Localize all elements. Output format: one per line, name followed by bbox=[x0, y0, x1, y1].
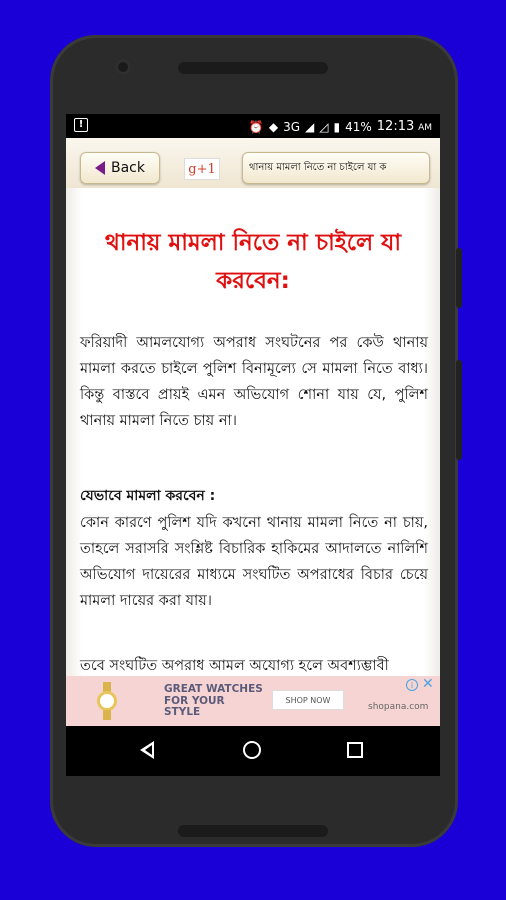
system-nav-bar bbox=[66, 726, 440, 776]
battery-icon: ▮ bbox=[333, 120, 341, 134]
power-button bbox=[456, 248, 462, 308]
article-content[interactable] bbox=[66, 188, 440, 676]
ad-brand: shopana.com bbox=[368, 702, 429, 712]
wifi-icon: ◆ bbox=[268, 120, 279, 134]
signal-icon-2: ◿ bbox=[319, 120, 329, 134]
back-label: Back bbox=[111, 160, 145, 176]
article-subheading: যেভাবে মামলা করবেন : bbox=[80, 488, 216, 504]
back-button[interactable] bbox=[80, 152, 160, 184]
screen bbox=[66, 114, 440, 776]
clock-time: 12:13 bbox=[376, 119, 415, 134]
ad-banner[interactable] bbox=[66, 676, 440, 726]
nav-back-icon-inner bbox=[145, 745, 152, 755]
article-paragraph-1: ফরিয়াদী আমলযোগ্য অপরাধ সংঘটনের পর কেউ থানায় মামলা করতে চাইলে পুলিশ বিনামূল্যে সে মামলা নিতে বাধ্য। কিন্তু বাস্তবে প্রায়ই এমন অভিযোগ শোনা যায় যে, পুলিশ থানায় মামলা নিতে চায় না। bbox=[80, 335, 428, 429]
ad-headline-line1: GREAT WATCHES bbox=[164, 683, 263, 695]
front-camera bbox=[115, 59, 131, 75]
battery-level: 41% bbox=[345, 120, 372, 134]
status-bar bbox=[66, 114, 440, 138]
title-button[interactable]: থানায় মামলা নিতে না চাইলে যা ক bbox=[242, 152, 430, 184]
alarm-icon: ⏰ bbox=[248, 120, 264, 134]
ad-close-icon[interactable]: ✕ bbox=[422, 676, 434, 692]
ad-info-icon[interactable]: i bbox=[406, 679, 418, 691]
volume-button bbox=[456, 360, 462, 460]
toolbar bbox=[66, 138, 440, 188]
google-plus-button[interactable]: g+1 bbox=[184, 158, 220, 180]
signal-icon: ◢ bbox=[305, 120, 315, 134]
ad-headline-line3: STYLE bbox=[164, 706, 201, 718]
article-heading: থানায় মামলা নিতে না চাইলে যা করবেন: bbox=[104, 230, 402, 294]
watch-image bbox=[94, 682, 120, 720]
article-paragraph-3: তবে সংঘটিত অপরাধ আমল অযোগ্য হলে অবশ্যম্ভাবী bbox=[80, 658, 389, 674]
clock bbox=[377, 118, 432, 136]
bottom-speaker bbox=[178, 825, 328, 837]
status-right bbox=[249, 118, 432, 136]
earpiece-speaker bbox=[178, 62, 328, 74]
clock-ampm: AM bbox=[418, 123, 432, 133]
ad-headline-line2: FOR YOUR bbox=[164, 694, 225, 707]
article-paragraph-2: কোন কারণে পুলিশ যদি কখনো থানায় মামলা নিতে না চায়, তাহলে সরাসরি সংশ্লিষ্ট বিচারিক হাকিমের আদালতে নালিশি অভিযোগ দায়েরের মাধ্যমে সংঘটিত অপরাধের বিচার চেয়ে মামলা দায়ের করা যায়। bbox=[80, 515, 428, 609]
back-arrow-icon bbox=[95, 161, 105, 175]
signal-label: 3G bbox=[283, 120, 301, 134]
ad-shop-now-button[interactable]: SHOP NOW bbox=[272, 690, 344, 710]
notification-icon: ! bbox=[74, 118, 88, 132]
ad-headline bbox=[164, 684, 263, 719]
nav-recents-icon[interactable] bbox=[347, 742, 363, 758]
nav-home-icon[interactable] bbox=[243, 741, 261, 759]
